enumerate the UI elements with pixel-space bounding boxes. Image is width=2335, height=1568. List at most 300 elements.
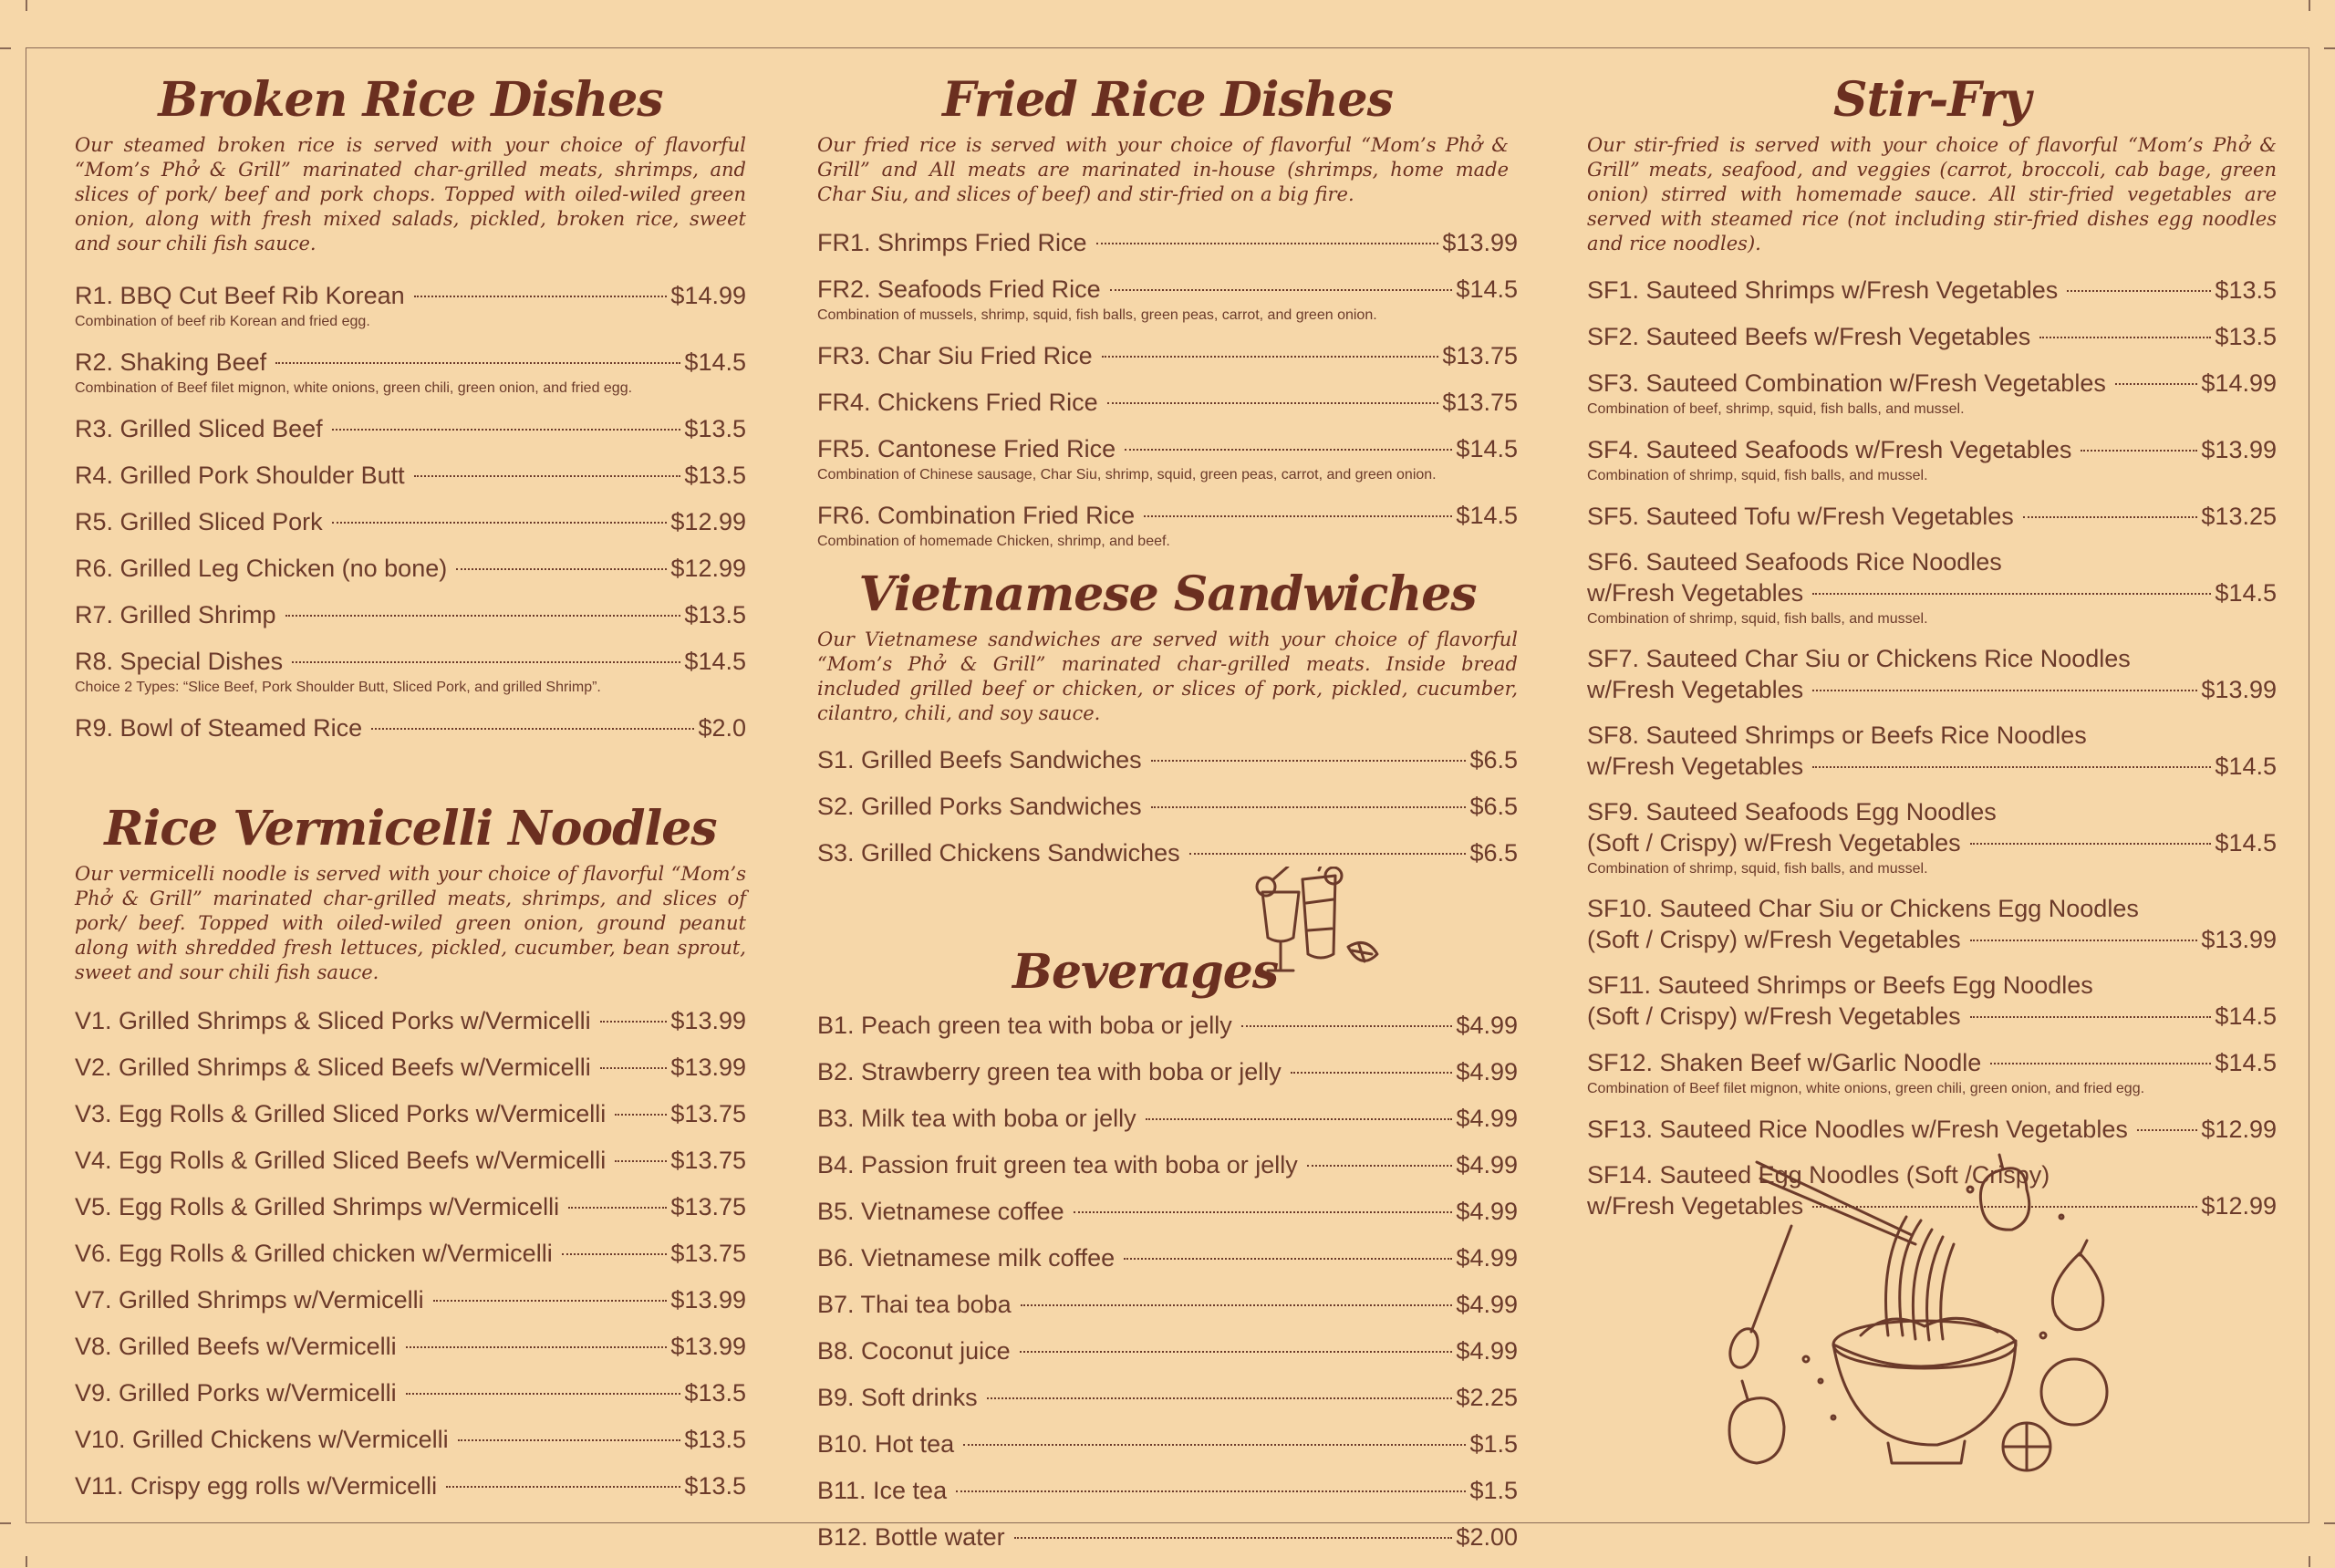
dot-leader	[332, 522, 668, 524]
menu-item-price: $13.75	[670, 1146, 746, 1174]
dot-leader	[1125, 449, 1452, 451]
crop-mark	[2324, 1522, 2335, 1524]
menu-item-row	[817, 791, 1518, 822]
dot-leader	[615, 1114, 667, 1116]
dot-leader	[1151, 806, 1467, 808]
dot-leader	[406, 1346, 668, 1348]
dot-leader	[1124, 1258, 1452, 1260]
menu-item-price: $6.5	[1469, 838, 1518, 867]
section-description: Our Vietnamese sandwiches are served with your choice of flavorful “Mom’s Phở & Grill” marinated char-grilled meats. Inside bread included grilled beef or chicken, or slices of pork, pickled, cucumber, cilantro, chili, and soy sauce.	[817, 628, 1518, 724]
menu-item-row	[817, 1149, 1518, 1180]
menu-item-row	[817, 1521, 1518, 1552]
dot-leader	[1970, 843, 2212, 845]
menu-item-price: $13.75	[1442, 341, 1518, 369]
menu-item-row	[75, 1331, 746, 1362]
menu-item-name: FR5. Cantonese Fried Rice	[817, 434, 1116, 462]
menu-column-middle	[817, 73, 1518, 1568]
dot-leader	[2023, 516, 2198, 518]
menu-item-price: $12.99	[670, 507, 746, 535]
menu-item	[817, 791, 1518, 822]
menu-item-row	[1587, 577, 2277, 608]
menu-item-price: $6.5	[1469, 792, 1518, 820]
menu-item	[75, 599, 746, 630]
menu-item-price: $13.5	[2215, 322, 2277, 350]
menu-item-name: (Soft / Crispy) w/Fresh Vegetables	[1587, 828, 1961, 857]
menu-item-row	[75, 1470, 746, 1501]
dot-leader	[371, 728, 694, 730]
menu-item	[817, 1382, 1518, 1413]
menu-item	[75, 1238, 746, 1269]
menu-item-name: S2. Grilled Porks Sandwiches	[817, 792, 1142, 820]
menu-item	[817, 1428, 1518, 1459]
menu-item-row	[817, 1382, 1518, 1413]
menu-list	[817, 1010, 1518, 1552]
menu-item-name: B4. Passion fruit green tea with boba or jelly	[817, 1151, 1298, 1179]
dot-leader	[285, 615, 681, 617]
menu-item-price: $13.75	[670, 1099, 746, 1127]
menu-item	[75, 506, 746, 537]
dot-leader	[2039, 337, 2211, 338]
menu-item-name: w/Fresh Vegetables	[1587, 578, 1804, 607]
crop-mark	[2309, 1556, 2310, 1567]
dot-leader	[1014, 1537, 1453, 1539]
menu-item-price: $14.5	[2215, 578, 2277, 607]
menu-list	[75, 1005, 746, 1501]
menu-item-name: S3. Grilled Chickens Sandwiches	[817, 838, 1180, 867]
menu-item-name: R1. BBQ Cut Beef Rib Korean	[75, 281, 405, 309]
menu-item-row	[817, 274, 1518, 305]
menu-item-price: $12.99	[2201, 1115, 2277, 1143]
menu-item-row	[75, 1424, 746, 1455]
dot-leader	[1241, 1025, 1453, 1027]
menu-item-name: w/Fresh Vegetables	[1587, 1191, 1804, 1220]
beverages-section	[817, 945, 1518, 1553]
section-description: Our fried rice is served with your choice of flavorful “Mom’s Phở & Grill” and All meats are marinated in-house (shrimps, home made Char Siu, and slices of beef) and stir-fried on a big fire.	[817, 133, 1509, 205]
menu-item-row	[75, 1098, 746, 1129]
menu-item-row	[75, 1284, 746, 1315]
dot-leader	[2137, 1129, 2198, 1131]
menu-item-name: B1. Peach green tea with boba or jelly	[817, 1012, 1232, 1040]
menu-item	[1587, 434, 2277, 485]
dot-leader	[1021, 1304, 1453, 1306]
menu-item-price: $14.99	[2201, 369, 2277, 397]
menu-item	[1587, 1047, 2277, 1098]
menu-item-name: R8. Special Dishes	[75, 647, 284, 675]
menu-item-row	[75, 1052, 746, 1083]
dot-leader	[1102, 356, 1439, 358]
menu-item-name: B12. Bottle water	[817, 1523, 1005, 1552]
menu-item-row	[75, 599, 746, 630]
menu-item-name: B5. Vietnamese coffee	[817, 1198, 1064, 1226]
menu-item-name: R5. Grilled Sliced Pork	[75, 507, 323, 535]
menu-item-name: B11. Ice tea	[817, 1477, 948, 1505]
menu-item	[1587, 321, 2277, 352]
menu-item	[1587, 275, 2277, 306]
menu-item-price: $14.5	[2215, 1002, 2277, 1030]
menu-item-row	[1587, 1114, 2277, 1145]
menu-item-price: $1.5	[1469, 1477, 1518, 1505]
menu-item-row	[75, 413, 746, 444]
menu-item	[75, 1331, 746, 1362]
menu-item	[1587, 547, 2277, 628]
menu-item-name: R9. Bowl of Steamed Rice	[75, 713, 363, 742]
menu-item	[75, 347, 746, 398]
sandwiches-section	[817, 567, 1518, 868]
menu-item-row	[817, 1428, 1518, 1459]
menu-item	[817, 1335, 1518, 1366]
menu-item-row	[817, 1056, 1518, 1087]
menu-item-price: $13.5	[684, 414, 746, 442]
menu-item-name: SF6. Sauteed Seafoods Rice Noodles	[1587, 547, 2002, 576]
menu-item-row	[1587, 1047, 2277, 1078]
menu-item-price: $14.99	[670, 281, 746, 309]
menu-item	[817, 1242, 1518, 1273]
menu-item-price: $13.99	[670, 1053, 746, 1081]
section-title: Stir-Fry	[1833, 72, 2030, 128]
dot-leader	[433, 1300, 668, 1302]
menu-item	[817, 1010, 1518, 1041]
menu-item-note: Combination of Beef filet mignon, white onions, green chili, green onion, and fried egg.	[75, 379, 633, 396]
dot-leader	[1970, 940, 2198, 941]
dot-leader	[1307, 1165, 1453, 1167]
menu-item-name: SF12. Shaken Beef w/Garlic Noodle	[1587, 1048, 1982, 1076]
dot-leader	[1812, 593, 2211, 595]
menu-item	[817, 1056, 1518, 1087]
menu-item-price: $14.5	[1456, 275, 1518, 303]
menu-item	[817, 1289, 1518, 1320]
menu-item-row	[1587, 321, 2277, 352]
menu-item-name: (Soft / Crispy) w/Fresh Vegetables	[1587, 925, 1961, 953]
menu-item-row	[1587, 674, 2277, 705]
dot-leader	[987, 1397, 1453, 1399]
section-title: Fried Rice Dishes	[942, 72, 1393, 128]
menu-item-name: V9. Grilled Porks w/Vermicelli	[75, 1378, 397, 1407]
crop-mark	[2309, 0, 2310, 11]
menu-item-row	[817, 744, 1518, 775]
menu-item-price: $13.99	[2201, 435, 2277, 463]
vermicelli-section	[75, 802, 746, 1501]
dot-leader	[1110, 289, 1453, 291]
menu-item-price: $12.99	[2201, 1191, 2277, 1220]
menu-item-price: $14.5	[2215, 1048, 2277, 1076]
menu-item-price: $4.99	[1456, 1244, 1518, 1272]
menu-item-price: $4.99	[1456, 1058, 1518, 1086]
section-title: Vietnamese Sandwiches	[858, 566, 1477, 622]
menu-item-row	[817, 1196, 1518, 1227]
menu-item-price: $13.25	[2201, 502, 2277, 530]
menu-item	[817, 1475, 1518, 1506]
menu-list	[817, 227, 1518, 551]
menu-item-name: V8. Grilled Beefs w/Vermicelli	[75, 1332, 397, 1360]
dot-leader	[458, 1439, 681, 1441]
menu-item	[817, 340, 1518, 371]
menu-item	[75, 1377, 746, 1408]
menu-item-price: $14.5	[684, 647, 746, 675]
menu-item-name: SF2. Sauteed Beefs w/Fresh Vegetables	[1587, 322, 2031, 350]
menu-item-name: FR3. Char Siu Fried Rice	[817, 341, 1093, 369]
menu-item-price: $14.5	[2215, 752, 2277, 780]
menu-item-note: Combination of Chinese sausage, Char Siu, shrimp, squid, green peas, carrot, and green onion.	[817, 466, 1437, 483]
menu-item-row	[817, 387, 1518, 418]
menu-item-note: Combination of Beef filet mignon, white onions, green chili, green onion, and fried egg.	[1587, 1080, 2145, 1096]
menu-item	[75, 1424, 746, 1455]
menu-item-row	[75, 553, 746, 584]
menu-item-price: $13.5	[684, 1471, 746, 1500]
menu-item-name: R6. Grilled Leg Chicken (no bone)	[75, 554, 448, 582]
menu-item-price: $4.99	[1456, 1337, 1518, 1366]
dot-leader	[615, 1160, 667, 1162]
menu-item	[75, 1284, 746, 1315]
menu-item-price: $13.5	[2215, 275, 2277, 304]
menu-item-row	[1587, 751, 2277, 782]
menu-item-row	[1587, 368, 2277, 399]
dot-leader	[1990, 1063, 2211, 1064]
dot-leader	[292, 661, 680, 663]
menu-item-name: B7. Thai tea boba	[817, 1291, 1012, 1319]
menu-item-price: $14.5	[684, 348, 746, 376]
menu-item-name: V2. Grilled Shrimps & Sliced Beefs w/Vermicelli	[75, 1053, 591, 1081]
menu-item	[817, 433, 1518, 484]
menu-item-note: Combination of beef, shrimp, squid, fish balls, and mussel.	[1587, 400, 1965, 417]
dot-leader	[963, 1444, 1466, 1446]
menu-item-row	[817, 1010, 1518, 1041]
menu-item-row	[75, 1005, 746, 1036]
section-title: Rice Vermicelli Noodles	[104, 800, 717, 857]
menu-item-price: $12.99	[670, 554, 746, 582]
menu-item-name: SF4. Sauteed Seafoods w/Fresh Vegetables	[1587, 435, 2072, 463]
dot-leader	[414, 475, 681, 477]
menu-item-name: FR6. Combination Fried Rice	[817, 501, 1136, 529]
menu-item-name: SF1. Sauteed Shrimps w/Fresh Vegetables	[1587, 275, 2059, 304]
menu-item	[1587, 1114, 2277, 1145]
menu-item-row	[75, 460, 746, 491]
menu-item	[817, 274, 1518, 325]
dot-leader	[1144, 515, 1452, 517]
section-description: Our vermicelli noodle is served with your choice of flavorful “Mom’s Phở & Grill” marinated char-grilled meats, shrimps, and slices of pork/ beef. Topped with oiled-wiled green onion, ground peanut along with shredded fresh lettuces, pickled, cucumber, bean sprout, sweet and sour chili fish sauce.	[75, 862, 746, 983]
menu-item-name: (Soft / Crispy) w/Fresh Vegetables	[1587, 1002, 1961, 1030]
menu-item-row	[75, 1377, 746, 1408]
crop-mark	[26, 1556, 27, 1567]
menu-item-row	[75, 506, 746, 537]
dot-leader	[562, 1253, 668, 1255]
menu-item-price: $2.0	[698, 713, 746, 742]
menu-item	[1587, 797, 2277, 878]
menu-item	[817, 1521, 1518, 1552]
menu-list	[1587, 275, 2277, 1221]
dot-leader	[1151, 760, 1467, 762]
menu-item-note: Combination of homemade Chicken, shrimp, and beef.	[817, 533, 1170, 549]
menu-item	[75, 553, 746, 584]
menu-item-row	[1587, 275, 2277, 306]
menu-item	[817, 1149, 1518, 1180]
menu-item-price: $13.5	[684, 600, 746, 628]
menu-item-row	[75, 712, 746, 743]
menu-item-price: $13.75	[670, 1192, 746, 1220]
dot-leader	[1812, 766, 2211, 768]
menu-list	[817, 744, 1518, 868]
menu-item-row	[817, 227, 1518, 258]
menu-item-note: Combination of shrimp, squid, fish balls, and mussel.	[1587, 860, 1928, 877]
dot-leader	[446, 1486, 680, 1488]
section-title: Broken Rice Dishes	[158, 72, 663, 128]
menu-item	[75, 646, 746, 697]
menu-item-name: B2. Strawberry green tea with boba or jelly	[817, 1058, 1282, 1086]
dot-leader	[1074, 1211, 1453, 1213]
menu-item-name: w/Fresh Vegetables	[1587, 675, 1804, 703]
menu-item-price: $13.75	[1442, 388, 1518, 416]
menu-item-name: V11. Crispy egg rolls w/Vermicelli	[75, 1471, 438, 1500]
menu-item	[1587, 971, 2277, 1032]
menu-list	[75, 280, 746, 743]
menu-item-row	[817, 340, 1518, 371]
menu-item-name: S1. Grilled Beefs Sandwiches	[817, 745, 1142, 774]
menu-item	[75, 1005, 746, 1036]
menu-item-name: w/Fresh Vegetables	[1587, 752, 1804, 780]
menu-item-row	[1587, 1001, 2277, 1032]
crop-mark	[0, 1522, 11, 1524]
menu-item-name: SF13. Sauteed Rice Noodles w/Fresh Vegetables	[1587, 1115, 2128, 1143]
dot-leader	[1096, 243, 1439, 244]
menu-item	[75, 1191, 746, 1222]
menu-item	[75, 1470, 746, 1501]
menu-item-row	[1587, 924, 2277, 955]
menu-item	[817, 744, 1518, 775]
menu-item-name: SF8. Sauteed Shrimps or Beefs Rice Noodles	[1587, 721, 2087, 749]
menu-item	[75, 280, 746, 331]
menu-item-price: $4.99	[1456, 1151, 1518, 1179]
menu-item	[1587, 368, 2277, 419]
menu-item-price: $13.5	[684, 1378, 746, 1407]
dot-leader	[1970, 1016, 2212, 1018]
menu-item-name: V5. Egg Rolls & Grilled Shrimps w/Vermicelli	[75, 1192, 560, 1220]
menu-item-name: V7. Grilled Shrimps w/Vermicelli	[75, 1285, 424, 1314]
menu-item-name: FR2. Seafoods Fried Rice	[817, 275, 1101, 303]
section-description: Our stir-fried is served with your choice of flavorful “Mom’s Phở & Grill” meats, seafood, and veggies (carrot, broccoli, cab bage, green onion) stirred with homemade sauce. All stir-fried vegetables are served with steamed rice (not including stir-fried dishes egg noodles and rice noodles).	[1587, 133, 2277, 254]
section-title: Beverages	[1012, 943, 1279, 1000]
menu-item-note: Choice 2 Types: “Slice Beef, Pork Shoulder Butt, Sliced Pork, and grilled Shrimp”.	[75, 679, 601, 695]
menu-item-price: $6.5	[1469, 745, 1518, 774]
dot-leader	[1107, 402, 1439, 404]
crop-mark	[0, 47, 11, 49]
menu-column-left	[75, 73, 746, 1517]
menu-item-row	[75, 646, 746, 677]
menu-item-name: B10. Hot tea	[817, 1430, 955, 1459]
menu-item	[75, 1098, 746, 1129]
menu-item-price: $13.99	[670, 1285, 746, 1314]
dot-leader	[414, 296, 668, 297]
dot-leader	[1020, 1351, 1453, 1353]
menu-item	[817, 1196, 1518, 1227]
menu-item-row	[817, 1103, 1518, 1134]
menu-item-note: Combination of shrimp, squid, fish balls, and mussel.	[1587, 610, 1928, 627]
crop-mark	[26, 0, 27, 11]
menu-item	[1587, 644, 2277, 705]
menu-item	[817, 1103, 1518, 1134]
menu-item	[817, 837, 1518, 868]
menu-item-price: $2.25	[1456, 1384, 1518, 1412]
menu-item-price: $2.00	[1456, 1523, 1518, 1552]
menu-item-row	[1587, 434, 2277, 465]
menu-item-price: $13.99	[2201, 925, 2277, 953]
menu-item-name: SF7. Sauteed Char Siu or Chickens Rice Noodles	[1587, 644, 2131, 672]
dot-leader	[1146, 1118, 1453, 1120]
dot-leader	[600, 1021, 668, 1023]
menu-item-price: $13.5	[684, 1425, 746, 1453]
menu-item-row	[75, 1191, 746, 1222]
menu-item-name: B3. Milk tea with boba or jelly	[817, 1105, 1136, 1133]
menu-item-price: $13.5	[684, 461, 746, 489]
menu-item-name: SF14. Sauteed Egg Noodles (Soft /Crispy)	[1587, 1160, 2050, 1189]
dot-leader	[2081, 450, 2197, 452]
menu-item-row	[817, 1335, 1518, 1366]
dot-leader	[332, 429, 681, 431]
menu-item-note: Combination of beef rib Korean and fried egg.	[75, 313, 370, 329]
menu-item-name: SF9. Sauteed Seafoods Egg Noodles	[1587, 797, 1997, 826]
menu-item-name: SF11. Sauteed Shrimps or Beefs Egg Noodles	[1587, 971, 2093, 999]
menu-item-row	[817, 1242, 1518, 1273]
menu-item-price: $4.99	[1456, 1198, 1518, 1226]
menu-item-price: $13.99	[2201, 675, 2277, 703]
dot-leader	[600, 1067, 668, 1069]
menu-item-name: R7. Grilled Shrimp	[75, 600, 276, 628]
menu-item-note: Combination of mussels, shrimp, squid, fish balls, green peas, carrot, and green onion.	[817, 306, 1377, 323]
menu-item	[817, 227, 1518, 258]
menu-item-name: V10. Grilled Chickens w/Vermicelli	[75, 1425, 449, 1453]
menu-item-price: $4.99	[1456, 1012, 1518, 1040]
menu-item-name: B8. Coconut juice	[817, 1337, 1011, 1366]
menu-item-name: SF10. Sauteed Char Siu or Chickens Egg Noodles	[1587, 894, 2139, 922]
menu-item	[1587, 501, 2277, 532]
menu-item-name: V1. Grilled Shrimps & Sliced Porks w/Vermicelli	[75, 1006, 591, 1034]
menu-item	[75, 1052, 746, 1083]
menu-item-price: $1.5	[1469, 1430, 1518, 1459]
dot-leader	[1189, 853, 1467, 855]
dot-leader	[568, 1207, 667, 1209]
menu-item	[1587, 894, 2277, 955]
menu-item-price: $14.5	[1456, 501, 1518, 529]
menu-item-name: B6. Vietnamese milk coffee	[817, 1244, 1116, 1272]
menu-item	[75, 712, 746, 743]
dot-leader	[2115, 383, 2198, 385]
menu-item-name: V6. Egg Rolls & Grilled chicken w/Vermicelli	[75, 1239, 553, 1267]
dot-leader	[456, 568, 667, 570]
menu-item-row	[817, 837, 1518, 868]
dot-leader	[406, 1393, 681, 1395]
menu-item	[75, 460, 746, 491]
menu-item-row	[817, 1475, 1518, 1506]
menu-item-price: $13.99	[1442, 228, 1518, 256]
noodle-bowl-illustration	[1697, 1153, 2171, 1490]
menu-item-price: $13.99	[670, 1006, 746, 1034]
crop-mark	[2324, 47, 2335, 49]
menu-item-name: V4. Egg Rolls & Grilled Sliced Beefs w/Vermicelli	[75, 1146, 607, 1174]
menu-item-row	[817, 500, 1518, 531]
menu-item	[75, 1145, 746, 1176]
broken-rice-section	[75, 73, 746, 743]
menu-item-name: SF3. Sauteed Combination w/Fresh Vegetables	[1587, 369, 2106, 397]
menu-item	[75, 413, 746, 444]
menu-item-row	[817, 433, 1518, 464]
menu-item-row	[75, 1238, 746, 1269]
menu-item-row	[1587, 827, 2277, 858]
menu-item-row	[75, 347, 746, 378]
dot-leader	[275, 362, 680, 364]
menu-item-price: $14.5	[1456, 434, 1518, 462]
menu-item	[817, 387, 1518, 418]
dot-leader	[956, 1490, 1466, 1492]
menu-item-name: B9. Soft drinks	[817, 1384, 978, 1412]
menu-item	[817, 500, 1518, 551]
